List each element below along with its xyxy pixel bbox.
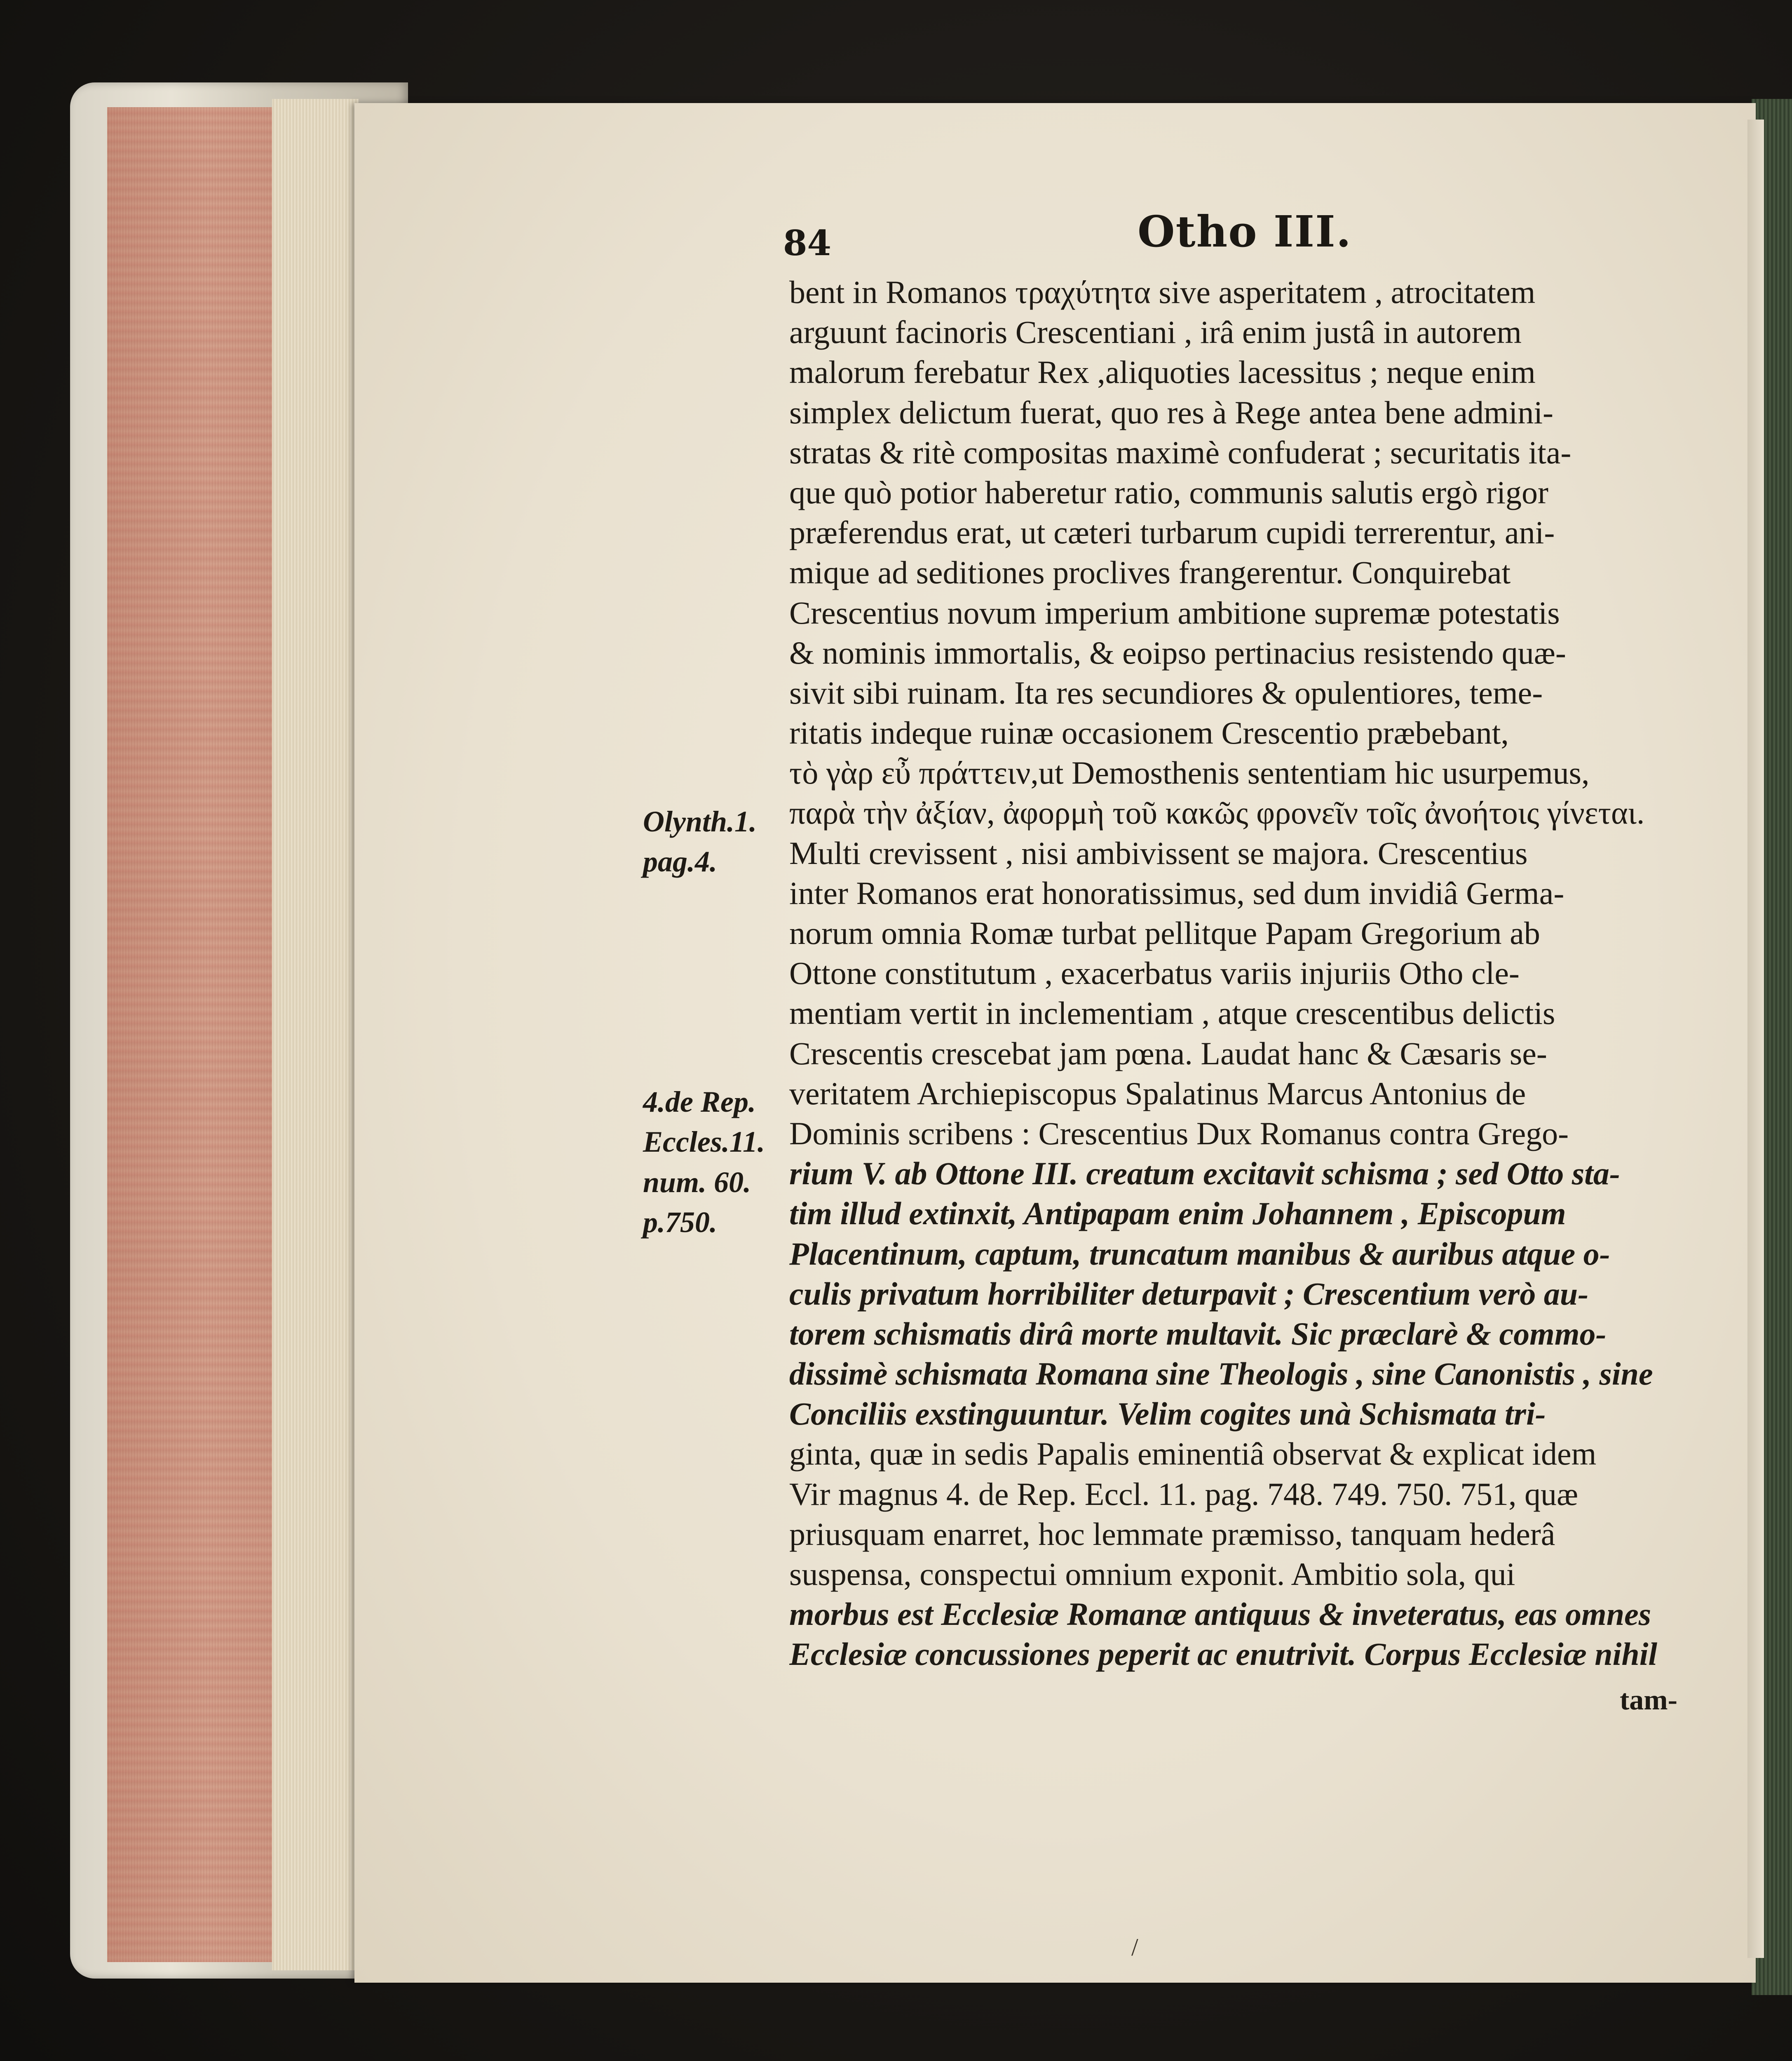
text-line: mentiam vertit in inclementiam , atque crescentibus delictis <box>789 995 1555 1031</box>
text-line: tim illud extinxit, Antipapam enim Johannem , Episcopum <box>789 1195 1566 1232</box>
catchword: tam- <box>1620 1684 1677 1716</box>
text-line: mique ad seditiones proclives frangerentur. Conquirebat <box>789 554 1511 591</box>
text-line: norum omnia Romæ turbat pellitque Papam Gregorium ab <box>789 915 1540 951</box>
margin-note: Eccles.11. <box>643 1125 765 1158</box>
text-line: Placentinum, captum, truncatum manibus & auribus atque o- <box>789 1235 1610 1272</box>
text-line: Multi crevissent , nisi ambivissent se majora. Crescentius <box>789 835 1528 871</box>
text-line: dissimè schismata Romana sine Theologis , sine Canonistis , sine <box>789 1356 1653 1392</box>
text-line: τὸ γὰρ εὖ πράττειν,ut Demosthenis sententiam hic usurpemus, <box>789 755 1590 791</box>
text-line: morbus est Ecclesiæ Romanæ antiquus & inveteratus, eas omnes <box>789 1596 1651 1632</box>
text-line: rium V. ab Ottone III. creatum excitavit schisma ; sed Otto sta- <box>789 1155 1620 1192</box>
text-line: Dominis scribens : Crescentius Dux Romanus contra Grego- <box>789 1115 1569 1151</box>
text-line: Ottone constitutum , exacerbatus variis injuriis Otho cle- <box>789 955 1520 991</box>
margin-note: num. 60. <box>643 1166 751 1199</box>
text-line: simplex delictum fuerat, quo res à Rege antea bene admini- <box>789 394 1553 430</box>
text-line: priusquam enarret, hoc lemmate præmisso, tanquam hederâ <box>789 1516 1555 1552</box>
text-line: & nominis immortalis, & eoipso pertinacius resistendo quæ- <box>789 634 1566 671</box>
margin-note: p.750. <box>643 1206 717 1239</box>
text-line: Ecclesiæ concussiones peperit ac enutrivit. Corpus Ecclesiæ nihil <box>789 1636 1658 1672</box>
margin-note: Olynth.1. <box>643 805 757 838</box>
facing-page-edge <box>1747 120 1764 1958</box>
text-line: inter Romanos erat honoratissimus, sed dum invidiâ Germa- <box>789 875 1564 911</box>
page-number: 84 <box>783 223 831 263</box>
text-line: Crescentius novum imperium ambitione supremæ potestatis <box>789 594 1560 631</box>
margin-note: pag.4. <box>643 845 717 878</box>
text-line: ritatis indeque ruinæ occasionem Crescentio præbebant, <box>789 715 1509 751</box>
text-line: suspensa, conspectui omnium exponit. Ambitio sola, qui <box>789 1556 1515 1592</box>
text-line: stratas & ritè compositas maximè confuderat ; securitatis ita- <box>789 434 1572 470</box>
running-head: Otho III. <box>1138 206 1352 257</box>
text-line: que quò potior haberetur ratio, communis salutis ergò rigor <box>789 474 1548 510</box>
text-line: bent in Romanos τραχύτητα sive asperitatem , atrocitatem <box>789 274 1536 310</box>
text-line: Conciliis exstinguuntur. Velim cogites unà Schismata tri- <box>789 1396 1546 1432</box>
text-line: veritatem Archiepiscopus Spalatinus Marcus Antonius de <box>789 1075 1526 1111</box>
text-line: arguunt facinoris Crescentiani , irâ enim justâ in autorem <box>789 314 1522 350</box>
text-line: torem schismatis dirâ morte multavit. Sic præclarè & commo- <box>789 1315 1607 1352</box>
text-line: Crescentis crescebat jam pœna. Laudat hanc & Cæsaris se- <box>789 1035 1547 1071</box>
text-line: culis privatum horribiliter deturpavit ; Crescentium verò au- <box>789 1275 1589 1312</box>
page-stack-edge <box>272 99 359 1970</box>
text-line: malorum ferebatur Rex ,aliquoties lacessitus ; neque enim <box>789 354 1536 390</box>
text-line: παρὰ τὴν ἀξίαν, ἀφορμὴ τοῦ κακῶς φρονεῖν τοῖς ἀνοήτοις γίνεται. <box>789 795 1645 831</box>
margin-note: 4.de Rep. <box>643 1085 756 1118</box>
body-text <box>789 272 1675 1674</box>
page-mark: / <box>1131 1934 1138 1961</box>
text-line: sivit sibi ruinam. Ita res secundiores & opulentiores, teme- <box>789 674 1543 711</box>
text-line: ginta, quæ in sedis Papalis eminentiâ observat & explicat idem <box>789 1436 1597 1472</box>
text-line: præferendus erat, ut cæteri turbarum cupidi terrerentur, ani- <box>789 514 1555 551</box>
text-line: Vir magnus 4. de Rep. Eccl. 11. pag. 748. 749. 750. 751, quæ <box>789 1476 1579 1512</box>
